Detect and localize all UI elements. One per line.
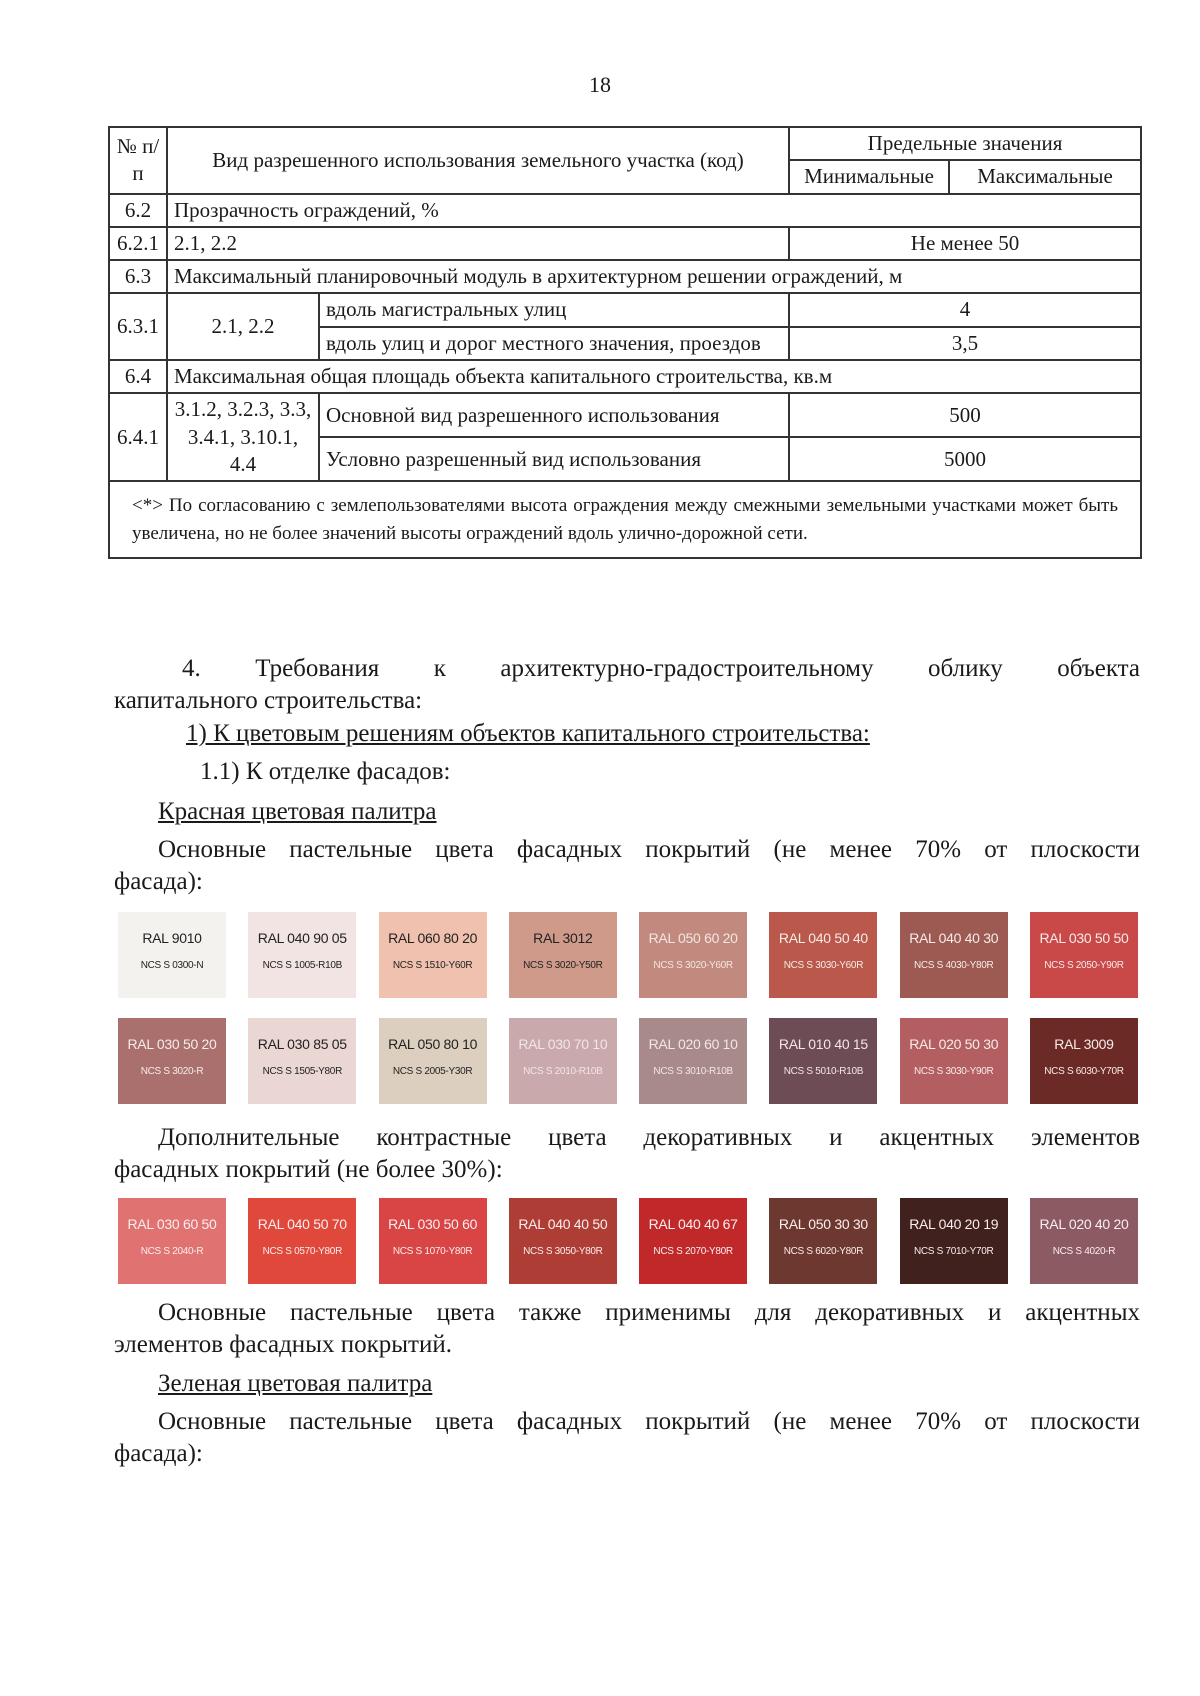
ral-code: RAL 060 80 20 bbox=[388, 930, 478, 946]
table-row bbox=[109, 194, 1141, 227]
ral-code: RAL 040 40 30 bbox=[909, 930, 999, 946]
color-swatch bbox=[769, 912, 877, 998]
ral-code: RAL 050 80 10 bbox=[388, 1036, 478, 1052]
ncs-code: NCS S 4020-R bbox=[1052, 1246, 1116, 1257]
section-heading-line1: 4. Требования к архитектурно-градостроительному облику объекта bbox=[182, 655, 1140, 682]
color-swatch bbox=[900, 912, 1008, 998]
ral-code: RAL 030 50 20 bbox=[127, 1036, 217, 1052]
row-codes: 2.1, 2.2 bbox=[167, 293, 319, 360]
row-num: 6.2.1 bbox=[109, 227, 167, 260]
ncs-code: NCS S 3020-R bbox=[140, 1066, 204, 1077]
table-note-row bbox=[109, 481, 1141, 558]
section-heading-line2: капитального строительства: bbox=[114, 687, 423, 714]
ral-code: RAL 020 40 20 bbox=[1039, 1216, 1129, 1232]
ncs-code: NCS S 1005-R10B bbox=[262, 960, 342, 971]
main-palette-row-2 bbox=[118, 1018, 1138, 1104]
ncs-code: NCS S 6020-Y80R bbox=[783, 1246, 864, 1257]
color-swatch bbox=[639, 1018, 747, 1104]
color-swatch bbox=[248, 1198, 356, 1284]
header-max: Максимальные bbox=[949, 160, 1141, 193]
ncs-code: NCS S 7010-Y70R bbox=[913, 1246, 994, 1257]
ncs-code: NCS S 3030-Y60R bbox=[783, 960, 864, 971]
row-subtext: Условно разрешенный вид использования bbox=[319, 437, 789, 481]
color-swatch bbox=[118, 1018, 226, 1104]
row-codes: 2.1, 2.2 bbox=[167, 227, 789, 260]
color-swatch bbox=[509, 1018, 617, 1104]
ncs-code: NCS S 3050-Y80R bbox=[523, 1246, 603, 1257]
ncs-code: NCS S 4030-Y80R bbox=[913, 960, 994, 971]
main-colors-line1: Основные пастельные цвета фасадных покрытий (не менее 70% от плоскости bbox=[158, 836, 1140, 863]
ral-code: RAL 9010 bbox=[142, 930, 202, 946]
table-footnote: <*> По согласованию с землепользователями высота ограждения между смежными земельными участками может быть увеличена, но не более значений высоты ограждений вдоль улично-дорожной сети. bbox=[109, 481, 1141, 558]
header-min: Минимальные bbox=[789, 160, 949, 193]
color-swatch bbox=[379, 1018, 487, 1104]
ncs-code: NCS S 2070-Y80R bbox=[653, 1246, 733, 1257]
color-swatch bbox=[379, 1198, 487, 1284]
row-num: 6.3 bbox=[109, 260, 167, 293]
ncs-code: NCS S 6030-Y70R bbox=[1044, 1066, 1124, 1077]
limits-table bbox=[108, 126, 1142, 559]
table-row bbox=[109, 260, 1141, 293]
ral-code: RAL 030 70 10 bbox=[518, 1036, 608, 1052]
table-row bbox=[109, 227, 1141, 260]
ral-code: RAL 040 50 40 bbox=[778, 930, 868, 946]
color-swatch bbox=[1030, 912, 1138, 998]
ral-code: RAL 030 85 05 bbox=[257, 1036, 347, 1052]
applicable-line2: элементов фасадных покрытий. bbox=[114, 1331, 452, 1358]
ral-code: RAL 050 30 30 bbox=[778, 1216, 868, 1232]
color-swatch bbox=[118, 1198, 226, 1284]
header-kind: Вид разрешенного использования земельного участка (код) bbox=[167, 127, 789, 194]
ncs-code: NCS S 2050-Y90R bbox=[1044, 960, 1124, 971]
row-value: 4 bbox=[789, 293, 1141, 326]
row-codes: 3.1.2, 3.2.3, 3.3, 3.4.1, 3.10.1, 4.4 bbox=[167, 393, 319, 481]
color-swatch bbox=[509, 912, 617, 998]
green-main-line1: Основные пастельные цвета фасадных покрытий (не менее 70% от плоскости bbox=[158, 1408, 1140, 1435]
row-num: 6.4 bbox=[109, 360, 167, 393]
table-row bbox=[109, 393, 1141, 437]
color-swatch bbox=[118, 912, 226, 998]
table-row bbox=[109, 360, 1141, 393]
color-swatch bbox=[1030, 1018, 1138, 1104]
row-text: Максимальный планировочный модуль в архитектурном решении ограждений, м bbox=[167, 260, 1141, 293]
ral-code: RAL 040 40 67 bbox=[648, 1216, 738, 1232]
table-row bbox=[109, 293, 1141, 326]
row-value: 3,5 bbox=[789, 327, 1141, 360]
row-value: 500 bbox=[789, 393, 1141, 437]
ncs-code: NCS S 1505-Y80R bbox=[262, 1066, 342, 1077]
ncs-code: NCS S 3020-Y60R bbox=[653, 960, 733, 971]
table-header-row bbox=[109, 127, 1141, 160]
ncs-code: NCS S 2040-R bbox=[140, 1246, 204, 1257]
row-text: Прозрачность ограждений, % bbox=[167, 194, 1141, 227]
color-swatch bbox=[900, 1018, 1008, 1104]
color-swatch bbox=[639, 1198, 747, 1284]
ncs-code: NCS S 3010-R10B bbox=[653, 1066, 733, 1077]
ral-code: RAL 020 60 10 bbox=[648, 1036, 738, 1052]
red-palette-title: Красная цветовая палитра bbox=[158, 798, 437, 825]
ncs-code: NCS S 0570-Y80R bbox=[262, 1246, 342, 1257]
color-swatch bbox=[769, 1018, 877, 1104]
ral-code: RAL 030 50 60 bbox=[388, 1216, 478, 1232]
item-color-solutions: 1) К цветовым решениям объектов капитального строительства: bbox=[186, 720, 870, 747]
extra-colors-line1: Дополнительные контрастные цвета декоративных и акцентных элементов bbox=[158, 1124, 1140, 1151]
ral-code: RAL 3012 bbox=[533, 930, 593, 946]
extra-colors-line2: фасадных покрытий (не более 30%): bbox=[114, 1156, 503, 1183]
page-number: 18 bbox=[589, 72, 611, 97]
ral-code: RAL 010 40 15 bbox=[778, 1036, 868, 1052]
color-swatch bbox=[639, 912, 747, 998]
row-value: 5000 bbox=[789, 437, 1141, 481]
row-subtext: вдоль улиц и дорог местного значения, проездов bbox=[319, 327, 789, 360]
ral-code: RAL 020 50 30 bbox=[909, 1036, 999, 1052]
row-subtext: вдоль магистральных улиц bbox=[319, 293, 789, 326]
color-swatch bbox=[1030, 1198, 1138, 1284]
green-main-line2: фасада): bbox=[114, 1440, 203, 1467]
row-num: 6.2 bbox=[109, 194, 167, 227]
ral-code: RAL 3009 bbox=[1054, 1036, 1114, 1052]
green-palette-title: Зеленая цветовая палитра bbox=[158, 1370, 433, 1397]
ral-code: RAL 040 20 19 bbox=[909, 1216, 999, 1232]
row-value: Не менее 50 bbox=[789, 227, 1141, 260]
main-palette-row-1 bbox=[118, 912, 1138, 998]
ral-code: RAL 030 60 50 bbox=[127, 1216, 217, 1232]
main-colors-line2: фасада): bbox=[114, 868, 203, 895]
ral-code: RAL 040 50 70 bbox=[257, 1216, 347, 1232]
color-swatch bbox=[379, 912, 487, 998]
applicable-line1: Основные пастельные цвета также применимы для декоративных и акцентных bbox=[158, 1299, 1140, 1326]
ncs-code: NCS S 5010-R10B bbox=[783, 1066, 864, 1077]
accent-palette-row bbox=[118, 1198, 1138, 1284]
row-num: 6.3.1 bbox=[109, 293, 167, 360]
row-subtext: Основной вид разрешенного использования bbox=[319, 393, 789, 437]
ncs-code: NCS S 2005-Y30R bbox=[392, 1066, 473, 1077]
ncs-code: NCS S 1070-Y80R bbox=[392, 1246, 473, 1257]
header-limits: Предельные значения bbox=[789, 127, 1141, 160]
ral-code: RAL 050 60 20 bbox=[648, 930, 738, 946]
ral-code: RAL 030 50 50 bbox=[1039, 930, 1129, 946]
color-swatch bbox=[769, 1198, 877, 1284]
row-num: 6.4.1 bbox=[109, 393, 167, 481]
ral-code: RAL 040 40 50 bbox=[518, 1216, 608, 1232]
ncs-code: NCS S 0300-N bbox=[140, 960, 204, 971]
row-text: Максимальная общая площадь объекта капитального строительства, кв.м bbox=[167, 360, 1141, 393]
header-num: № п/п bbox=[109, 127, 167, 194]
color-swatch bbox=[248, 912, 356, 998]
ncs-code: NCS S 2010-R10B bbox=[523, 1066, 603, 1077]
ncs-code: NCS S 1510-Y60R bbox=[392, 960, 473, 971]
item-facade-finish: 1.1) К отделке фасадов: bbox=[200, 758, 451, 785]
ral-code: RAL 040 90 05 bbox=[257, 930, 347, 946]
color-swatch bbox=[509, 1198, 617, 1284]
color-swatch bbox=[900, 1198, 1008, 1284]
ncs-code: NCS S 3020-Y50R bbox=[523, 960, 603, 971]
ncs-code: NCS S 3030-Y90R bbox=[913, 1066, 994, 1077]
color-swatch bbox=[248, 1018, 356, 1104]
